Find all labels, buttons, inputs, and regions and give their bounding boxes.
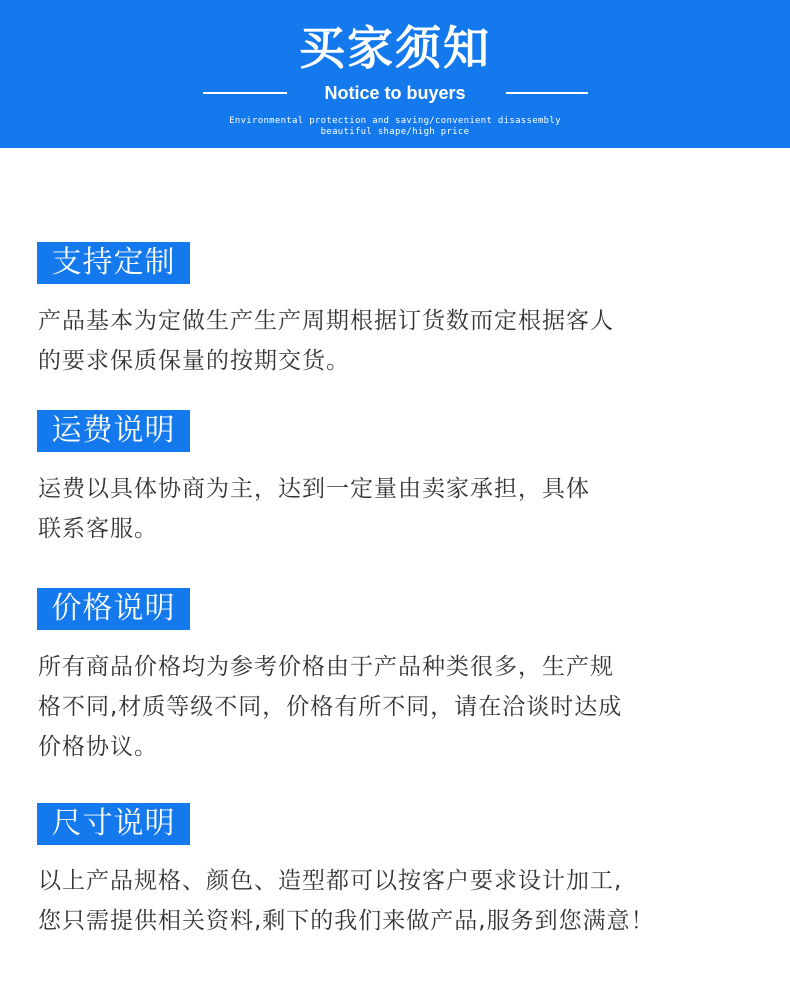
body-line: 的要求保质保量的按期交货。 (38, 348, 350, 374)
title-divider-right (506, 92, 588, 94)
tagline-line-2: beautiful shape/high price (320, 127, 470, 137)
page-subtitle: Notice to buyers (324, 83, 466, 103)
tagline-line-1: Environmental protection and saving/convenient disassembly (229, 116, 561, 126)
body-line: 以上产品规格、颜色、造型都可以按客户要求设计加工, (38, 868, 623, 894)
section-body-size (38, 861, 758, 941)
section-heading-size: 尺寸说明 (37, 803, 190, 845)
header-banner (0, 0, 790, 148)
body-line: 格不同,材质等级不同，价格有所不同，请在洽谈时达成 (38, 694, 623, 720)
body-line: 联系客服。 (38, 516, 158, 542)
body-line: 所有商品价格均为参考价格由于产品种类很多，生产规 (38, 654, 614, 680)
section-body-customization (38, 301, 758, 381)
section-heading-price: 价格说明 (37, 588, 190, 630)
body-line: 产品基本为定做生产生产周期根据订货数而定根据客人 (38, 308, 614, 334)
section-body-shipping (38, 469, 758, 549)
section-heading-shipping: 运费说明 (37, 410, 190, 452)
section-heading-customization: 支持定制 (37, 242, 190, 284)
body-line: 您只需提供相关资料,剩下的我们来做产品,服务到您满意！ (38, 908, 655, 934)
body-line: 运费以具体协商为主，达到一定量由卖家承担，具体 (38, 476, 590, 502)
section-body-price (38, 647, 758, 767)
body-line: 价格协议。 (38, 734, 158, 760)
page-title: 买家须知 (299, 21, 491, 75)
